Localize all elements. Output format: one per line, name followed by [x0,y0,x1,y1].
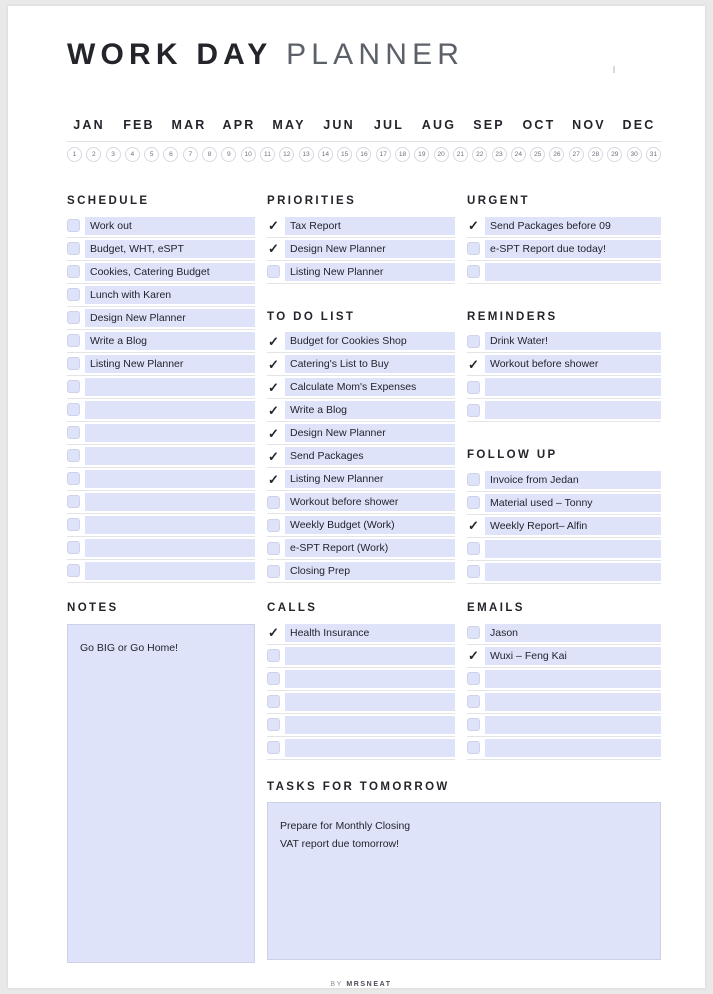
day-20[interactable]: 20 [434,147,449,162]
planner-content [61,6,661,988]
list-item-input[interactable] [485,378,661,396]
list-item-input[interactable] [85,470,255,488]
list-item [267,355,455,373]
checkbox-icon[interactable] [67,311,80,324]
schedule-rows [67,217,255,580]
list-item [67,424,255,442]
checkbox-icon[interactable] [467,265,480,278]
day-15[interactable]: 15 [337,147,352,162]
followup-title: FOLLOW UP [467,449,558,461]
day-19[interactable]: 19 [414,147,429,162]
list-item [67,355,255,373]
checkbox-icon[interactable] [267,542,280,555]
list-item [267,670,455,688]
spacer [267,286,455,312]
list-item-input[interactable] [485,401,661,419]
list-item [267,378,455,396]
checkbox-icon[interactable] [67,564,80,577]
list-item [267,624,455,642]
list-item [467,471,661,489]
list-item [467,540,661,558]
list-item-input[interactable] [85,539,255,557]
list-item-input[interactable]: Catering's List to Buy [285,355,455,373]
list-item-input[interactable]: Listing New Planner [285,470,455,488]
checkbox-icon[interactable] [267,672,280,685]
list-item-input[interactable]: Send Packages before 09 [485,217,661,235]
list-item [267,716,455,734]
list-item-input[interactable]: Write a Blog [285,401,455,419]
day-22[interactable]: 22 [472,147,487,162]
list-item-input[interactable]: Listing New Planner [85,355,255,373]
list-item-input[interactable]: Closing Prep [285,562,455,580]
list-item [67,470,255,488]
list-item [267,539,455,557]
priorities-section [267,196,455,585]
list-item [467,401,661,419]
checkmark-icon[interactable]: ✓ [268,448,279,464]
day-28[interactable]: 28 [588,147,603,162]
list-item [67,332,255,350]
day-23[interactable]: 23 [492,147,507,162]
checkbox-icon[interactable] [467,741,480,754]
checkbox-icon[interactable] [67,472,80,485]
checkbox-icon[interactable] [67,518,80,531]
list-item [67,263,255,281]
list-item-input[interactable]: Write a Blog [85,332,255,350]
list-item-input[interactable]: Weekly Budget (Work) [285,516,455,534]
urgent-rows [467,217,661,281]
checkbox-icon[interactable] [67,242,80,255]
list-item-input[interactable] [285,670,455,688]
list-item [467,332,661,350]
list-item [467,355,661,373]
day-21[interactable]: 21 [453,147,468,162]
list-item-input[interactable]: Lunch with Karen [85,286,255,304]
spacer [267,762,455,782]
list-item [67,217,255,235]
list-item-input[interactable]: Calculate Mom's Expenses [285,378,455,396]
month-nov[interactable]: NOV [572,118,606,132]
list-item [467,240,661,258]
list-item [267,240,455,258]
footer-credit [61,981,661,988]
day-26[interactable]: 26 [549,147,564,162]
list-item [67,378,255,396]
list-item-input[interactable]: Workout before shower [285,493,455,511]
checkbox-icon[interactable] [467,695,480,708]
day-17[interactable]: 17 [376,147,391,162]
list-item-input[interactable]: Design New Planner [285,240,455,258]
month-selector[interactable] [67,118,661,132]
list-item [267,424,455,442]
day-6[interactable]: 6 [163,147,178,162]
day-8[interactable]: 8 [202,147,217,162]
list-item-input[interactable]: Design New Planner [85,309,255,327]
list-item [467,217,661,235]
checkmark-icon[interactable]: ✓ [268,402,279,418]
list-item [267,562,455,580]
reminders-rows [467,332,661,419]
list-item [267,217,455,235]
list-item [267,493,455,511]
todo-title: TO DO LIST [267,310,356,323]
checkbox-icon[interactable] [467,718,480,731]
list-item [267,647,455,665]
checkbox-icon[interactable] [67,334,80,347]
day-16[interactable]: 16 [356,147,371,162]
checkmark-icon[interactable]: ✓ [468,648,479,663]
list-item-input[interactable]: Budget for Cookies Shop [285,332,455,350]
list-item [67,516,255,534]
list-item-input[interactable]: Health Insurance [285,624,455,642]
checkbox-icon[interactable] [67,265,80,278]
list-item-input[interactable]: Material used – Tonny [485,494,661,512]
list-item [467,647,661,665]
checkbox-icon[interactable] [267,265,280,278]
list-item [467,716,661,734]
month-jan[interactable]: JAN [73,118,105,132]
checkbox-icon[interactable] [67,426,80,439]
list-item-input[interactable] [485,540,661,558]
emails-rows [467,624,661,757]
priorities-title: PRIORITIES [267,195,357,207]
list-item-input[interactable]: Tax Report [285,217,455,235]
checkbox-icon[interactable] [267,496,280,509]
list-item-input[interactable] [85,493,255,511]
checkbox-icon[interactable] [467,404,480,417]
checkmark-icon[interactable]: ✓ [468,518,479,533]
page-title-bold: WORK DAY [67,38,273,71]
calls-section [267,603,455,960]
list-item [267,401,455,419]
list-item [467,517,661,535]
day-31[interactable]: 31 [646,147,661,162]
list-item-input[interactable]: Invoice from Jedan [485,471,661,489]
day-5[interactable]: 5 [144,147,159,162]
spacer [467,424,661,450]
list-item-input[interactable]: Workout before shower [485,355,661,373]
checkmark-icon[interactable]: ✓ [268,241,279,256]
checkbox-icon[interactable] [67,288,80,301]
list-item-input[interactable]: Cookies, Catering Budget [85,263,255,281]
list-item [467,624,661,642]
page-title-light: PLANNER [286,38,465,71]
list-item [467,494,661,512]
list-item [67,447,255,465]
title-mark-icon [613,66,615,73]
task-line: Prepare for Monthly Closing [280,820,411,832]
list-item-input[interactable] [485,563,661,581]
calls-rows [267,624,455,757]
notes-title: NOTES [67,602,119,614]
footer-prefix: BY [330,981,347,988]
list-item [267,447,455,465]
checkbox-icon[interactable] [467,565,480,578]
list-item [267,516,455,534]
list-item [267,470,455,488]
checkmark-icon[interactable]: ✓ [268,356,279,372]
month-oct[interactable]: OCT [522,118,556,132]
calls-title: CALLS [267,602,318,614]
checkbox-icon[interactable] [67,403,80,416]
checkmark-icon[interactable]: ✓ [268,471,279,487]
list-item-input[interactable]: Drink Water! [485,332,661,350]
checkbox-icon[interactable] [467,335,480,348]
list-item [67,309,255,327]
list-item-input[interactable]: Design New Planner [285,424,455,442]
list-item-input[interactable] [485,263,661,281]
day-29[interactable]: 29 [607,147,622,162]
list-item [67,240,255,258]
priorities-rows [267,217,455,281]
checkbox-icon[interactable] [467,242,480,255]
planner-page [8,6,705,988]
task-line: VAT report due tomorrow! [280,838,400,851]
month-apr[interactable]: APR [222,118,256,132]
list-item [67,401,255,419]
checkbox-icon[interactable] [467,542,480,555]
checkbox-icon[interactable] [467,496,480,509]
month-mar[interactable]: MAR [171,118,207,132]
list-item [67,286,255,304]
list-item [67,493,255,511]
checkbox-icon[interactable] [467,672,480,685]
checkbox-icon[interactable] [267,649,280,662]
day-25[interactable]: 25 [530,147,545,162]
notes-textarea[interactable]: Go BIG or Go Home! [67,624,255,963]
list-item-input[interactable] [85,401,255,419]
footer-brand: MRSNEAT [346,981,392,988]
day-1[interactable]: 1 [67,147,82,162]
day-14[interactable]: 14 [318,147,333,162]
list-item [467,378,661,396]
checkbox-icon[interactable] [467,381,480,394]
notes-section [67,603,255,963]
list-item-input[interactable]: Listing New Planner [285,263,455,281]
list-item-input[interactable] [485,739,661,757]
day-11[interactable]: 11 [260,147,275,162]
checkmark-icon[interactable]: ✓ [268,218,279,233]
month-divider [67,141,661,142]
schedule-title: SCHEDULE [67,195,150,207]
list-item-input[interactable]: e-SPT Report (Work) [285,539,455,557]
list-item [267,263,455,281]
day-selector[interactable] [67,147,661,162]
list-item-input[interactable] [285,647,455,665]
day-3[interactable]: 3 [106,147,121,162]
month-dec[interactable]: DEC [622,118,656,132]
checkmark-icon[interactable]: ✓ [468,218,479,233]
emails-title: EMAILS [467,602,525,614]
list-item-input[interactable]: Send Packages [285,447,455,465]
day-30[interactable]: 30 [627,147,642,162]
month-sep[interactable]: SEP [473,118,505,132]
list-item-input[interactable] [485,693,661,711]
day-24[interactable]: 24 [511,147,526,162]
checkbox-icon[interactable] [67,380,80,393]
month-jun[interactable]: JUN [323,118,355,132]
schedule-section [67,196,255,585]
checkbox-icon[interactable] [267,519,280,532]
checkmark-icon[interactable]: ✓ [268,625,279,640]
list-item-input[interactable]: e-SPT Report due today! [485,240,661,258]
checkbox-icon[interactable] [267,565,280,578]
day-12[interactable]: 12 [279,147,294,162]
month-aug[interactable]: AUG [421,118,457,132]
list-item-input[interactable] [285,693,455,711]
list-item [467,670,661,688]
list-item [467,263,661,281]
list-item [467,693,661,711]
list-item-input[interactable] [85,516,255,534]
checkbox-icon[interactable] [467,626,480,639]
day-2[interactable]: 2 [86,147,101,162]
list-item-input[interactable]: Weekly Report– Alfin [485,517,661,535]
list-item-input[interactable] [85,424,255,442]
list-item [267,739,455,757]
list-item [267,332,455,350]
day-18[interactable]: 18 [395,147,410,162]
day-7[interactable]: 7 [183,147,198,162]
spacer [467,286,661,312]
checkmark-icon[interactable]: ✓ [468,356,479,372]
list-item [267,693,455,711]
tasks-tomorrow-title: TASKS FOR TOMORROW [267,780,450,793]
urgent-section [467,196,661,586]
checkbox-icon[interactable] [67,541,80,554]
checkbox-icon[interactable] [267,718,280,731]
day-9[interactable]: 9 [221,147,236,162]
checkbox-icon[interactable] [267,695,280,708]
emails-section [467,603,661,762]
list-item [467,739,661,757]
followup-rows [467,471,661,581]
list-item [467,563,661,581]
urgent-title: URGENT [467,195,530,207]
list-item-input[interactable]: Jason [485,624,661,642]
month-jul[interactable]: JUL [373,118,405,132]
checkbox-icon[interactable] [467,473,480,486]
list-item-input[interactable]: Budget, WHT, eSPT [85,240,255,258]
day-27[interactable]: 27 [569,147,584,162]
page-title [67,40,464,70]
checkbox-icon[interactable] [67,449,80,462]
checkmark-icon[interactable]: ✓ [268,333,279,349]
tasks-tomorrow-textarea[interactable] [267,802,661,960]
checkbox-icon[interactable] [67,219,80,232]
list-item-input[interactable] [85,378,255,396]
checkbox-icon[interactable] [67,357,80,370]
checkmark-icon[interactable]: ✓ [268,379,279,395]
list-item-input[interactable] [85,447,255,465]
month-may[interactable]: MAY [272,118,306,132]
day-10[interactable]: 10 [241,147,256,162]
list-item-input[interactable] [485,716,661,734]
list-item-input[interactable] [485,670,661,688]
reminders-title: REMINDERS [467,310,558,323]
day-13[interactable]: 13 [299,147,314,162]
checkbox-icon[interactable] [67,495,80,508]
list-item-input[interactable] [285,739,455,757]
checkmark-icon[interactable]: ✓ [268,425,279,441]
month-feb[interactable]: FEB [123,118,155,132]
list-item-input[interactable]: Work out [85,217,255,235]
day-4[interactable]: 4 [125,147,140,162]
list-item-input[interactable] [285,716,455,734]
list-item-input[interactable]: Wuxi – Feng Kai [485,647,661,665]
checkbox-icon[interactable] [267,741,280,754]
list-item [67,539,255,557]
list-item [67,562,255,580]
todo-rows [267,332,455,580]
list-item-input[interactable] [85,562,255,580]
